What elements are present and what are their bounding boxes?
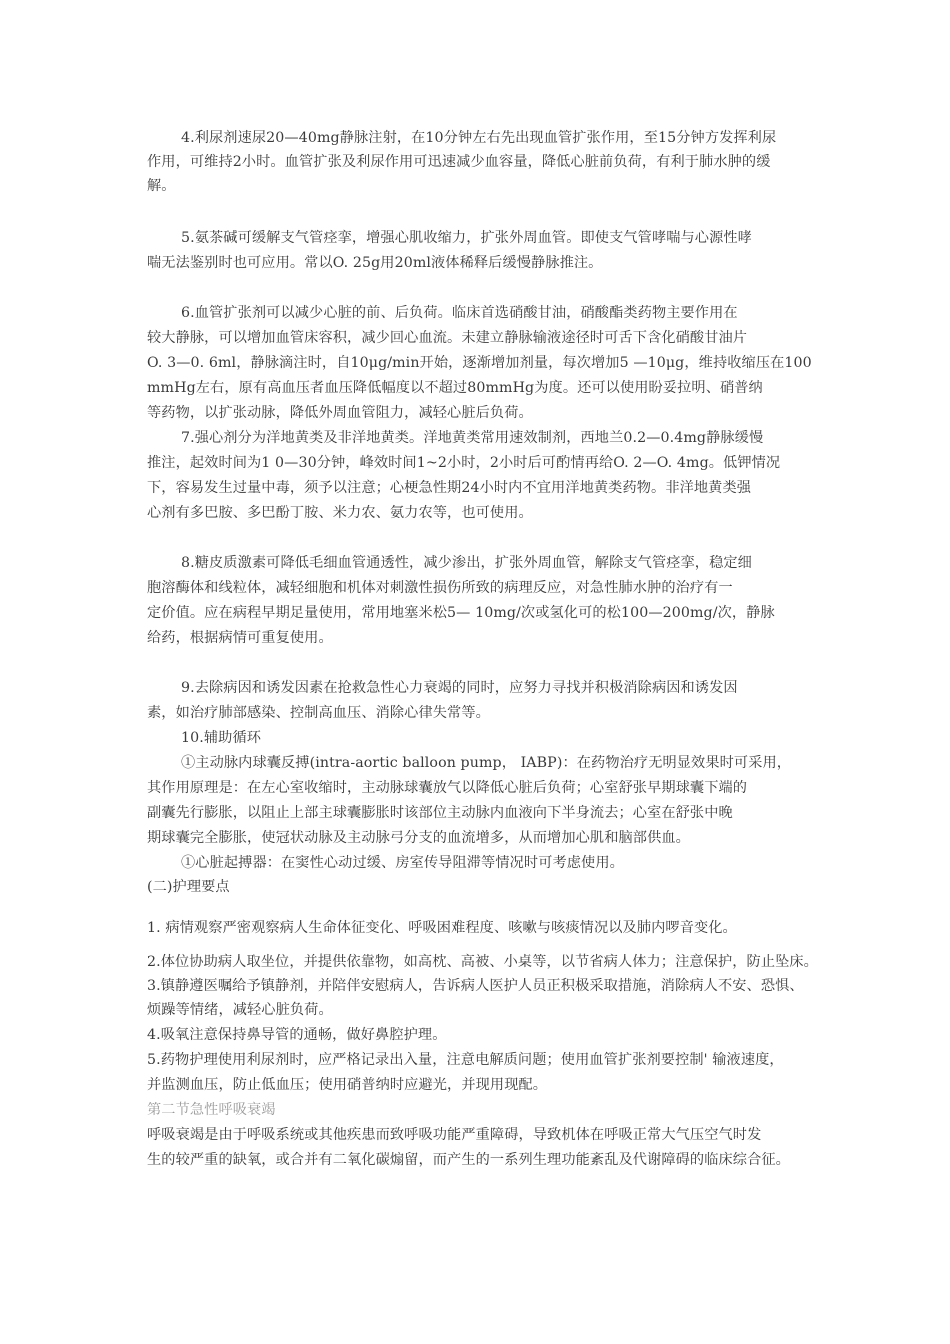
paragraph-line: 呼吸衰竭是由于呼吸系统或其他疾患而致呼吸功能严重障碍，导致机体在呼吸正常大气压空气时发 bbox=[147, 1127, 762, 1143]
paragraph-line: 作用，可维持2小时。血管扩张及利尿作用可迅速减少血容量，降低心脏前负荷，有利于肺水肿的缓 bbox=[147, 154, 771, 170]
paragraph-line: 4.吸氧注意保持鼻导管的通畅，做好鼻腔护理。 bbox=[147, 1027, 447, 1043]
paragraph-line: 9.去除病因和诱发因素在抢救急性心力衰竭的同时，应努力寻找并积极消除病因和诱发因 bbox=[181, 680, 738, 696]
paragraph-line: 给药，根据病情可重复使用。 bbox=[147, 630, 333, 646]
paragraph-line: 4.利尿剂速尿20—40mg静脉注射，在10分钟左右先出现血管扩张作用，至15分钟方发挥利尿 bbox=[181, 130, 777, 146]
paragraph-line: 定价值。应在病程早期足量使用，常用地塞米松5— 10mg/次或氢化可的松100—200mg/次，静脉 bbox=[147, 605, 775, 621]
paragraph-line: mmHg左右，原有高血压者血压降低幅度以不超过80mmHg为度。还可以使用盼妥拉明、硝普纳 bbox=[147, 380, 763, 396]
paragraph-line: 素，如治疗肺部感染、控制高血压、消除心律失常等。 bbox=[147, 705, 490, 721]
paragraph-line: 5.药物护理使用利尿剂时，应严格记录出入量，注意电解质问题；使用血管扩张剂要控制' 输液速度， bbox=[147, 1052, 784, 1068]
paragraph-line: 并监测血压，防止低血压；使用硝普纳时应避光，并现用现配。 bbox=[147, 1077, 548, 1093]
paragraph-line: 6.血管扩张剂可以减少心脏的前、后负荷。临床首选硝酸甘油，硝酸酯类药物主要作用在 bbox=[181, 305, 738, 321]
chapter-heading: 第二节急性呼吸衰竭 bbox=[147, 1102, 276, 1118]
paragraph-line: 较大静脉，可以增加血管床容积，减少回心血流。未建立静脉输液途径时可舌下含化硝酸甘油片 bbox=[147, 330, 748, 346]
section-heading: 10.辅助循环 bbox=[181, 730, 262, 746]
paragraph-line: 3.镇静遵医嘱给予镇静剂，并陪伴安慰病人，告诉病人医护人员正积极采取措施，消除病人不安、恐惧、 bbox=[147, 978, 804, 994]
paragraph-line: 喘无法鉴别时也可应用。常以O. 25g用20ml液体稀释后缓慢静脉推注。 bbox=[147, 255, 603, 271]
paragraph-line: 1. 病情观察严密观察病人生命体征变化、呼吸困难程度、咳嗽与咳痰情况以及肺内啰音变化。 bbox=[147, 920, 737, 936]
paragraph-line: 解。 bbox=[147, 178, 176, 194]
paragraph-line: 期球囊完全膨胀，使冠状动脉及主动脉弓分支的血流增多，从而增加心肌和脑部供血。 bbox=[147, 830, 690, 846]
paragraph-line: 心剂有多巴胺、多巴酚丁胺、米力农、氨力农等，也可使用。 bbox=[147, 505, 533, 521]
section-heading: (二)护理要点 bbox=[147, 879, 230, 895]
paragraph-line: 副囊先行膨胀，以阻止上部主球囊膨胀时该部位主动脉内血液向下半身流去；心室在舒张中晚 bbox=[147, 805, 733, 821]
paragraph-line: 7.强心剂分为洋地黄类及非洋地黄类。洋地黄类常用速效制剂，西地兰0.2—0.4mg静脉缓慢 bbox=[181, 430, 764, 446]
paragraph-line: 8.糖皮质激素可降低毛细血管通透性，减少渗出，扩张外周血管，解除支气管痉挛，稳定细 bbox=[181, 555, 752, 571]
paragraph-line: 胞溶酶体和线粒体，减轻细胞和机体对刺激性损伤所致的病理反应，对急性肺水肿的治疗有一 bbox=[147, 580, 733, 596]
paragraph-line: 其作用原理是：在左心室收缩时，主动脉球囊放气以降低心脏后负荷；心室舒张早期球囊下端的 bbox=[147, 780, 748, 796]
paragraph-line: 2.体位协助病人取坐位，并提供依靠物，如高枕、高被、小桌等，以节省病人体力；注意保护，防止坠床。 bbox=[147, 954, 818, 970]
paragraph-line: ①心脏起搏器：在窦性心动过缓、房室传导阻滞等情况时可考虑使用。 bbox=[181, 855, 624, 871]
paragraph-line: O. 3—0. 6ml，静脉滴注时，自10μg/min开始，逐渐增加剂量，每次增加5 —10μg，维持收缩压在100 bbox=[147, 355, 812, 371]
paragraph-line: 5.氨茶碱可缓解支气管痉挛，增强心肌收缩力，扩张外周血管。即使支气管哮喘与心源性哮 bbox=[181, 230, 752, 246]
paragraph-line: 推注，起效时间为1 0—30分钟，峰效时间1~2小时，2小时后可酌情再给O. 2—O. 4mg。低钾情况 bbox=[147, 455, 781, 471]
paragraph-line: ①主动脉内球囊反搏(intra-aortic balloon pump， IABP)：在药物治疗无明显效果时可采用， bbox=[181, 755, 792, 771]
paragraph-line: 下，容易发生过量中毒，须予以注意；心梗急性期24小时内不宜用洋地黄类药物。非洋地黄类强 bbox=[147, 480, 752, 496]
paragraph-line: 生的较严重的缺氧，或合并有二氧化碳煽留，而产生的一系列生理功能紊乱及代谢障碍的临床综合征。 bbox=[147, 1152, 790, 1168]
paragraph-line: 烦躁等情绪，减轻心脏负荷。 bbox=[147, 1002, 333, 1018]
paragraph-line: 等药物，以扩张动脉，降低外周血管阻力，减轻心脏后负荷。 bbox=[147, 405, 533, 421]
